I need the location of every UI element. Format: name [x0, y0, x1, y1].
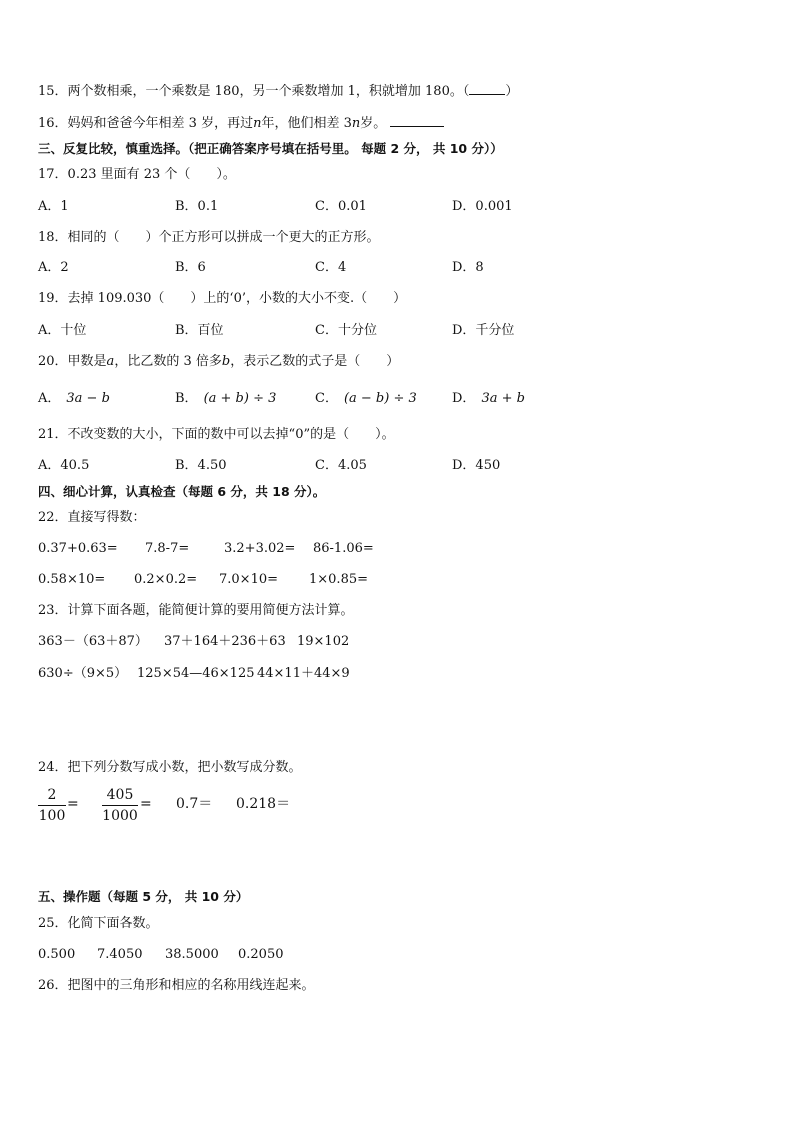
section-3-heading: 三、反复比较，慎重选择。（把正确答案序号填在括号里。 每题 2 分， 共 10 分））: [38, 141, 503, 156]
q23-item: 19×102: [297, 634, 350, 649]
q20-option-c[interactable]: C． (a − b) ÷ 3: [315, 391, 417, 406]
q24-decimal: 0.7＝: [176, 796, 213, 812]
q25-value: 38.5000: [165, 947, 219, 962]
q21-option-d[interactable]: D．450: [452, 458, 501, 473]
q22-item: 86-1.06=: [313, 541, 374, 556]
q20-option-a[interactable]: A． 3a − b: [38, 391, 110, 406]
q17-option-d[interactable]: D．0.001: [452, 199, 513, 214]
question-17: 17．0.23 里面有 23 个（ ）。: [38, 167, 236, 182]
q21-option-c[interactable]: C．4.05: [315, 458, 367, 473]
q22-item: 0.37+0.63=: [38, 541, 118, 556]
q18-option-b[interactable]: B．6: [175, 260, 206, 275]
q20-option-b[interactable]: B． (a + b) ÷ 3: [175, 391, 277, 406]
answer-blank[interactable]: [390, 114, 444, 127]
q25-value: 0.2050: [238, 947, 284, 962]
q19-option-d[interactable]: D．千分位: [452, 323, 515, 338]
fraction-405-1000: 405 1000: [102, 787, 138, 824]
section-4-heading: 四、细心计算，认真检查（每题 6 分，共 18 分）。: [38, 484, 326, 499]
question-24: 24．把下列分数写成小数，把小数写成分数。: [38, 760, 302, 775]
q22-item: 7.0×10=: [219, 572, 279, 587]
q21-option-b[interactable]: B．4.50: [175, 458, 227, 473]
question-19: 19．去掉 109.030（ ）上的‘0’，小数的大小不变.（ ）: [38, 291, 407, 306]
equals-sign: =: [67, 796, 79, 812]
q25-value: 7.4050: [97, 947, 143, 962]
q24-decimal: 0.218＝: [236, 796, 291, 812]
fraction-2-100: 2 100: [38, 787, 66, 824]
q17-option-b[interactable]: B．0.1: [175, 199, 219, 214]
question-25: 25．化简下面各数。: [38, 916, 159, 931]
q22-item: 1×0.85=: [309, 572, 369, 587]
q18-option-d[interactable]: D．8: [452, 260, 484, 275]
q23-item: 363－（63＋87）: [38, 634, 148, 649]
q17-option-a[interactable]: A．1: [38, 199, 69, 214]
q23-item: 44×11＋44×9: [257, 666, 350, 681]
q22-item: 0.58×10=: [38, 572, 106, 587]
q21-option-a[interactable]: A．40.5: [38, 458, 90, 473]
q22-item: 3.2+3.02=: [224, 541, 296, 556]
q20-option-d[interactable]: D． 3a + b: [452, 391, 525, 406]
question-22: 22．直接写得数：: [38, 510, 146, 525]
q22-item: 7.8-7=: [145, 541, 190, 556]
equals-sign: =: [140, 796, 152, 812]
q18-option-c[interactable]: C．4: [315, 260, 347, 275]
question-16: 16．妈妈和爸爸今年相差 3 岁，再过n年，他们相差 3n岁。: [38, 114, 444, 133]
question-18: 18．相同的（ ）个正方形可以拼成一个更大的正方形。: [38, 230, 380, 245]
q23-item: 630÷（9×5）: [38, 666, 128, 681]
q19-option-c[interactable]: C．十分位: [315, 323, 377, 338]
answer-blank[interactable]: [469, 82, 505, 95]
q19-option-a[interactable]: A．十位: [38, 323, 87, 338]
q18-option-a[interactable]: A．2: [38, 260, 69, 275]
question-26: 26．把图中的三角形和相应的名称用线连起来。: [38, 978, 315, 993]
q17-option-c[interactable]: C．0.01: [315, 199, 367, 214]
question-15: 15．两个数相乘，一个乘数是 180，另一个乘数增加 1，积就增加 180。（ ）: [38, 84, 519, 99]
q19-option-b[interactable]: B．百位: [175, 323, 224, 338]
question-20: 20．甲数是a，比乙数的 3 倍多b，表示乙数的式子是（ ）: [38, 354, 400, 369]
q23-item: 37＋164＋236＋63: [164, 634, 286, 649]
question-23: 23．计算下面各题，能简便计算的要用简便方法计算。: [38, 603, 354, 618]
q25-value: 0.500: [38, 947, 76, 962]
q22-item: 0.2×0.2=: [134, 572, 198, 587]
q23-item: 125×54—46×125: [137, 666, 255, 681]
section-5-heading: 五、操作题（每题 5 分， 共 10 分）: [38, 889, 249, 904]
question-21: 21．不改变数的大小，下面的数中可以去掉“0”的是（ ）。: [38, 427, 395, 442]
